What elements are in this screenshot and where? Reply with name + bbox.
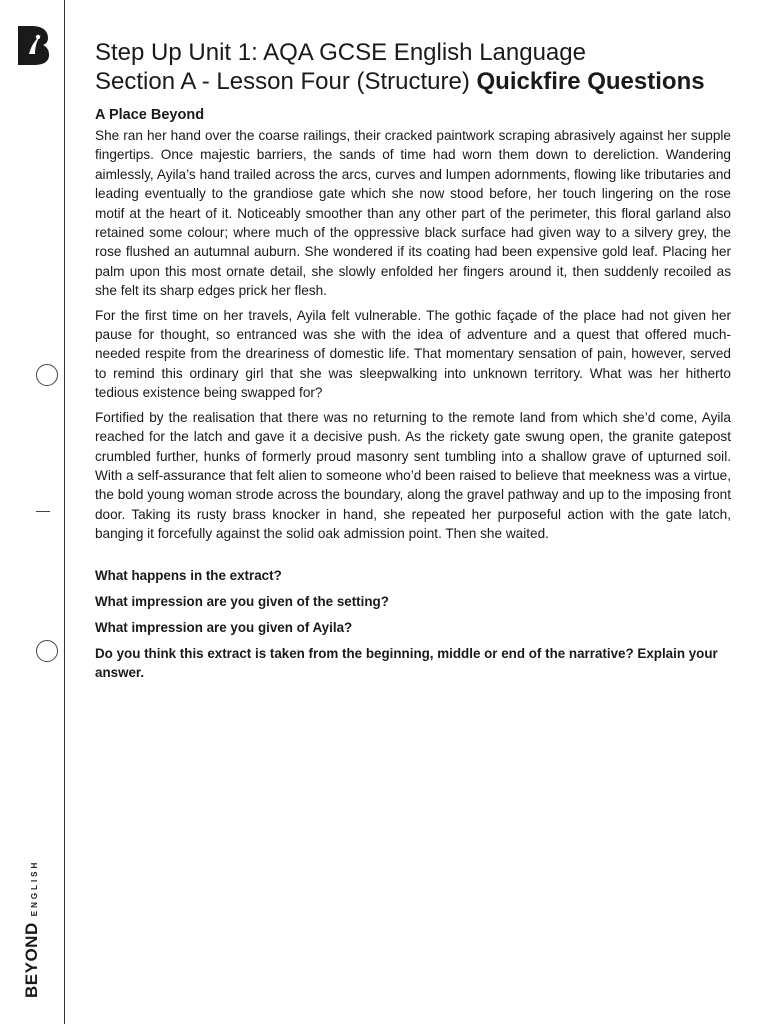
- brand-sub: ENGLISH: [30, 859, 39, 917]
- title-bold: Quickfire Questions: [476, 68, 705, 95]
- page-title: [95, 38, 731, 96]
- brand-vertical: [22, 860, 42, 998]
- title-line-1: Step Up Unit 1: AQA GCSE English Language: [95, 39, 586, 66]
- question-list: [95, 566, 731, 682]
- margin-line: [64, 0, 65, 1024]
- question-item: What happens in the extract?: [95, 567, 282, 583]
- extract-paragraph: She ran her hand over the coarse railings, their cracked paintwork scraping abrasively against her supple fingertips. Once majestic barriers, the sands of time had worn them down to dereliction. Wandering aimlessly, Ayila’s hand trailed across the arcs, curves and lumpen adornments, flowing like tributaries and leading eventually to the grandiose gate which she now stood before, her touch lingering on the rose motif at the heart of it. Noticeably smoother than any other part of the perimeter, this floral garland also retained some colour; where much of the oppressive black surface had given way to a silvery grey, the rose flushed an autumnal auburn. She wondered if its coating had been expensive gold leaf. Placing her palm upon this most ornate detail, she slowly enfolded her fingers around it, then suddenly recoiled as she felt its sharp edges prick her flesh.: [95, 128, 731, 299]
- fold-mark: [36, 511, 50, 512]
- question-item: What impression are you given of Ayila?: [95, 619, 353, 635]
- worksheet-content: [95, 38, 731, 689]
- extract-heading: A Place Beyond: [95, 107, 205, 123]
- question-item: What impression are you given of the setting?: [95, 593, 389, 609]
- extract-paragraph: For the first time on her travels, Ayila felt vulnerable. The gothic façade of the place had not given her pause for thought, so entranced was she with the idea of adventure and a quest that offered much-needed respite from the dreariness of domestic life. That momentary sensation of pain, however, served to remind this ordinary girl that she was sleepwalking into unknown territory. What was her hitherto tedious existence being swapped for?: [95, 307, 731, 401]
- beyond-logo-icon: [16, 24, 50, 66]
- extract-paragraph: Fortified by the realisation that there was no returning to the remote land from which she’d come, Ayila reached for the latch and gave it a decisive push. As the rickety gate swung open, the granite gatepost crumbled further, hunks of formerly proud masonry sent tumbling into a shallow grave of upturned soil. With a self-assurance that felt alien to someone who’d been raised to believe that meekness was a virtue, the bold young woman strode across the boundary, along the gravel pathway and up to the imposing front door. Taking its rusty brass knocker in hand, she repeated her purposeful action with the gate latch, banging it forcefully against the solid oak admission point. Then she waited.: [95, 409, 731, 542]
- brand-name: BEYOND: [22, 922, 41, 998]
- title-line-2: Section A - Lesson Four (Structure): [95, 68, 470, 95]
- punch-hole-top: [36, 364, 58, 386]
- punch-hole-bottom: [36, 640, 58, 662]
- question-item: Do you think this extract is taken from the beginning, middle or end of the narrative? Explain your answer.: [95, 645, 718, 680]
